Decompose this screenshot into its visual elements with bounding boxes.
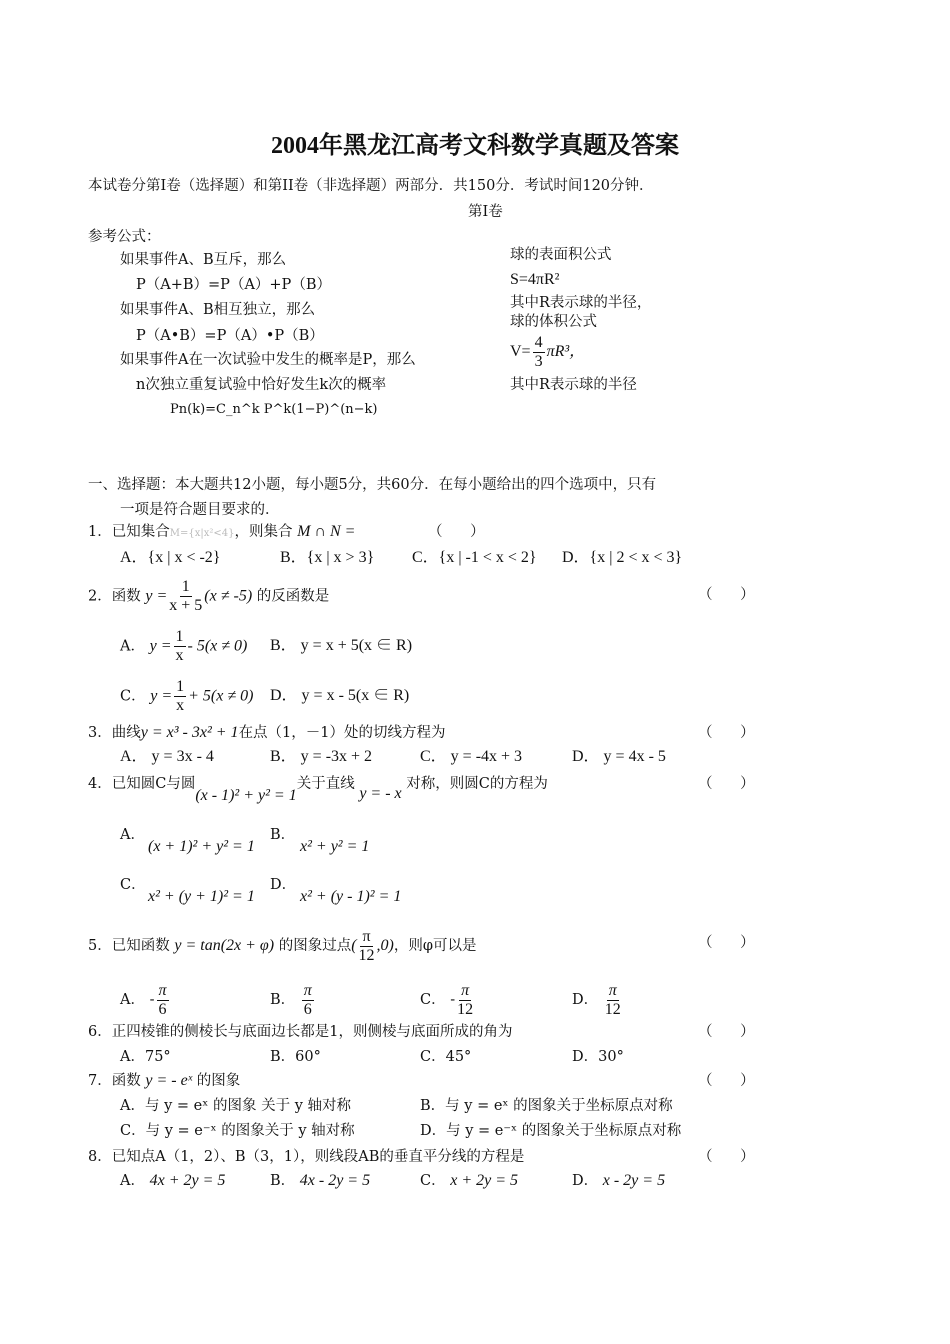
option-d bbox=[572, 1171, 665, 1191]
math: 4x + 2y = 5 bbox=[149, 1172, 226, 1189]
document-title: 2004年黑龙江高考文科数学真题及答案 bbox=[271, 133, 679, 159]
option-a: A． y = 3x - 4 bbox=[120, 748, 214, 765]
question-6: 6．正四棱锥的侧棱长与底面边长都是1，则侧棱与底面所成的角为 bbox=[88, 1024, 513, 1040]
option-a bbox=[120, 980, 171, 1020]
option-label: C． bbox=[420, 992, 446, 1008]
binomial-formula: Pn(k)=C_n^k P^k(1−P)^(n−k) bbox=[170, 402, 378, 417]
option-d: D． y = x - 5(x ∈ R) bbox=[270, 687, 410, 704]
option-b: B． y = x + 5(x ∈ R) bbox=[270, 637, 413, 654]
numerator: π bbox=[303, 981, 312, 999]
numerator: π bbox=[362, 927, 371, 945]
option-a bbox=[120, 628, 247, 665]
option-c bbox=[120, 678, 253, 715]
formula-line: n次独立重复试验中恰好发生k次的概率 bbox=[136, 377, 387, 393]
question-text: ，则集合 bbox=[234, 524, 293, 540]
question-text: 2．函数 bbox=[88, 588, 141, 605]
math: (x ≠ -5) bbox=[204, 587, 253, 605]
question-text: 的反函数是 bbox=[256, 588, 330, 605]
option-d: D．{x | 2 < x < 3} bbox=[562, 549, 683, 566]
option-label: B． bbox=[270, 827, 296, 843]
fraction bbox=[302, 982, 314, 1019]
option-label: D． bbox=[572, 992, 599, 1008]
question-3 bbox=[88, 723, 446, 743]
formulas-heading: 参考公式： bbox=[88, 229, 161, 245]
math: y = bbox=[150, 687, 173, 705]
numerator: π bbox=[158, 981, 167, 999]
formula-line: 球的体积公式 bbox=[510, 314, 597, 330]
fraction bbox=[457, 982, 473, 1019]
math: y = tan(2x + φ) bbox=[174, 937, 275, 954]
option-label: C． bbox=[120, 877, 146, 893]
sphere-volume-formula bbox=[510, 334, 585, 371]
denominator: 3 bbox=[534, 353, 543, 370]
option-c bbox=[420, 1171, 518, 1191]
fraction bbox=[157, 982, 169, 1019]
math: x - 2y = 5 bbox=[602, 1172, 666, 1189]
math: ,0) bbox=[376, 937, 394, 954]
option-label: C． bbox=[120, 688, 146, 705]
option-c: C．与 y = e⁻ˣ 的图象关于 y 轴对称 bbox=[120, 1123, 355, 1139]
fraction bbox=[174, 678, 186, 715]
formula-line: 其中R表示球的半径 bbox=[510, 377, 637, 393]
sign: - bbox=[450, 992, 456, 1008]
option-label: D． bbox=[270, 877, 297, 893]
option-c: C． y = -4x + 3 bbox=[420, 748, 523, 765]
numerator: π bbox=[608, 981, 617, 999]
option-c: C．45° bbox=[420, 1049, 472, 1065]
question-text: 5．已知函数 bbox=[88, 938, 170, 954]
formula-line: 如果事件A在一次试验中发生的概率是P，那么 bbox=[120, 352, 416, 368]
answer-blank: （ ） bbox=[698, 1073, 755, 1089]
blurred-formula: M={x|x²<4} bbox=[169, 528, 235, 539]
formula-line: S=4πR² bbox=[510, 271, 560, 288]
option-b bbox=[270, 980, 316, 1020]
option-b: B．与 y = eˣ 的图象关于坐标原点对称 bbox=[420, 1098, 673, 1114]
question-8: 8．已知点A（1，2）、B（3，1），则线段AB的垂直平分线的方程是 bbox=[88, 1149, 525, 1165]
section-heading: 一、选择题：本大题共12小题，每小题5分，共60分．在每小题给出的四个选项中，只有 bbox=[88, 477, 657, 493]
fraction bbox=[169, 578, 202, 615]
fraction bbox=[359, 928, 375, 965]
formula-part: V= bbox=[510, 343, 531, 361]
option-label: B． bbox=[270, 1173, 296, 1189]
question-text: 对称，则圆C的方程为 bbox=[406, 776, 548, 792]
question-1 bbox=[88, 522, 355, 544]
denominator: 12 bbox=[604, 1000, 621, 1018]
option-b bbox=[270, 1171, 370, 1191]
question-text: 3．曲线 bbox=[88, 725, 141, 741]
denominator: 6 bbox=[158, 1000, 167, 1018]
math: y = bbox=[149, 637, 172, 655]
option-a: (x + 1)² + y² = 1 bbox=[148, 838, 255, 855]
math: (x - 1)² + y² = 1 bbox=[195, 787, 297, 804]
section-heading-cont: 一项是符合题目要求的． bbox=[120, 502, 280, 518]
math: 4x - 2y = 5 bbox=[299, 1172, 371, 1189]
option-b: B． y = -3x + 2 bbox=[270, 748, 373, 765]
question-7 bbox=[88, 1071, 240, 1091]
volume-heading: 第Ⅰ卷 bbox=[468, 204, 503, 220]
question-text: 7．函数 bbox=[88, 1073, 141, 1089]
option-a: A．与 y = eˣ 的图象 关于 y 轴对称 bbox=[120, 1098, 351, 1114]
numerator: 1 bbox=[176, 678, 185, 695]
answer-blank: （ ） bbox=[698, 1024, 755, 1040]
formula-line: 如果事件A、B互斥，那么 bbox=[120, 252, 287, 268]
denominator: x bbox=[175, 647, 184, 664]
option-c: C．{x | -1 < x < 2} bbox=[412, 549, 537, 566]
math: y = - eˣ bbox=[145, 1072, 193, 1089]
formula-line: 如果事件A、B相互独立，那么 bbox=[120, 302, 316, 318]
option-label: C． bbox=[420, 1173, 446, 1189]
question-text: 的图象 bbox=[196, 1073, 241, 1089]
option-d: D． y = 4x - 5 bbox=[572, 748, 666, 765]
question-text: 4．已知圆C与圆 bbox=[88, 776, 196, 792]
option-label: D． bbox=[572, 1173, 599, 1189]
sign: - bbox=[149, 992, 155, 1008]
math: x + 2y = 5 bbox=[450, 1172, 519, 1189]
option-label: A． bbox=[120, 1173, 145, 1189]
intro-text: 本试卷分第Ⅰ卷（选择题）和第II卷（非选择题）两部分．共150分．考试时间120分钟． bbox=[88, 178, 654, 194]
question-text: 的图象过点 bbox=[278, 938, 352, 954]
denominator: 6 bbox=[303, 1000, 312, 1018]
formula-line: P（A•B）=P（A）•P（B） bbox=[136, 328, 324, 344]
numerator: π bbox=[461, 981, 470, 999]
answer-blank: （ ） bbox=[698, 935, 755, 951]
question-4 bbox=[88, 774, 548, 804]
option-label: B． bbox=[270, 992, 296, 1008]
fraction bbox=[174, 628, 186, 665]
math: y = - x bbox=[359, 785, 402, 802]
math: y = x³ - 3x² + 1 bbox=[140, 724, 239, 741]
answer-blank: （ ） bbox=[698, 1149, 755, 1165]
option-d: x² + (y - 1)² = 1 bbox=[300, 888, 402, 905]
question-text: 关于直线 bbox=[296, 776, 355, 792]
numerator: 1 bbox=[181, 578, 190, 595]
formula-line: 其中R表示球的半径， bbox=[510, 295, 652, 311]
option-c bbox=[420, 980, 475, 1020]
option-c: x² + (y + 1)² = 1 bbox=[148, 888, 255, 905]
formula-part: πR³， bbox=[546, 343, 586, 361]
question-text: 1．已知集合 bbox=[88, 524, 170, 540]
formula-line: 球的表面积公式 bbox=[510, 247, 612, 263]
answer-blank: （ ） bbox=[698, 725, 755, 741]
formula-line: P（A+B）=P（A）+P（B） bbox=[136, 277, 331, 293]
math: + 5(x ≠ 0) bbox=[188, 687, 254, 705]
denominator: x + 5 bbox=[169, 597, 203, 614]
answer-blank: （ ） bbox=[428, 524, 485, 540]
math: ( bbox=[351, 937, 357, 954]
denominator: x bbox=[176, 697, 185, 714]
fraction bbox=[533, 334, 545, 371]
option-label: A． bbox=[120, 638, 145, 655]
answer-blank: （ ） bbox=[698, 776, 755, 792]
math: y = bbox=[145, 587, 168, 605]
denominator: 12 bbox=[457, 1000, 474, 1018]
question-2 bbox=[88, 578, 329, 615]
numerator: 1 bbox=[175, 628, 184, 645]
option-d: D．30° bbox=[572, 1049, 624, 1065]
option-b: x² + y² = 1 bbox=[300, 838, 370, 855]
option-d bbox=[572, 980, 623, 1020]
question-5 bbox=[88, 926, 477, 966]
option-a bbox=[120, 1171, 225, 1191]
math: M ∩ N = bbox=[297, 523, 356, 540]
option-b: B．{x | x > 3} bbox=[280, 549, 375, 566]
option-d: D．与 y = e⁻ˣ 的图象关于坐标原点对称 bbox=[420, 1123, 682, 1139]
option-a: A．{x | x < -2} bbox=[120, 549, 221, 566]
option-label: A． bbox=[120, 992, 145, 1008]
numerator: 4 bbox=[534, 334, 543, 351]
answer-blank: （ ） bbox=[698, 587, 755, 603]
fraction bbox=[605, 982, 621, 1019]
option-label: A． bbox=[120, 827, 145, 843]
option-a: A．75° bbox=[120, 1049, 171, 1065]
question-text: 在点（1，－1）处的切线方程为 bbox=[238, 725, 446, 741]
math: - 5(x ≠ 0) bbox=[187, 637, 248, 655]
question-text: ，则φ可以是 bbox=[393, 938, 477, 954]
option-b: B．60° bbox=[270, 1049, 321, 1065]
denominator: 12 bbox=[358, 946, 375, 964]
